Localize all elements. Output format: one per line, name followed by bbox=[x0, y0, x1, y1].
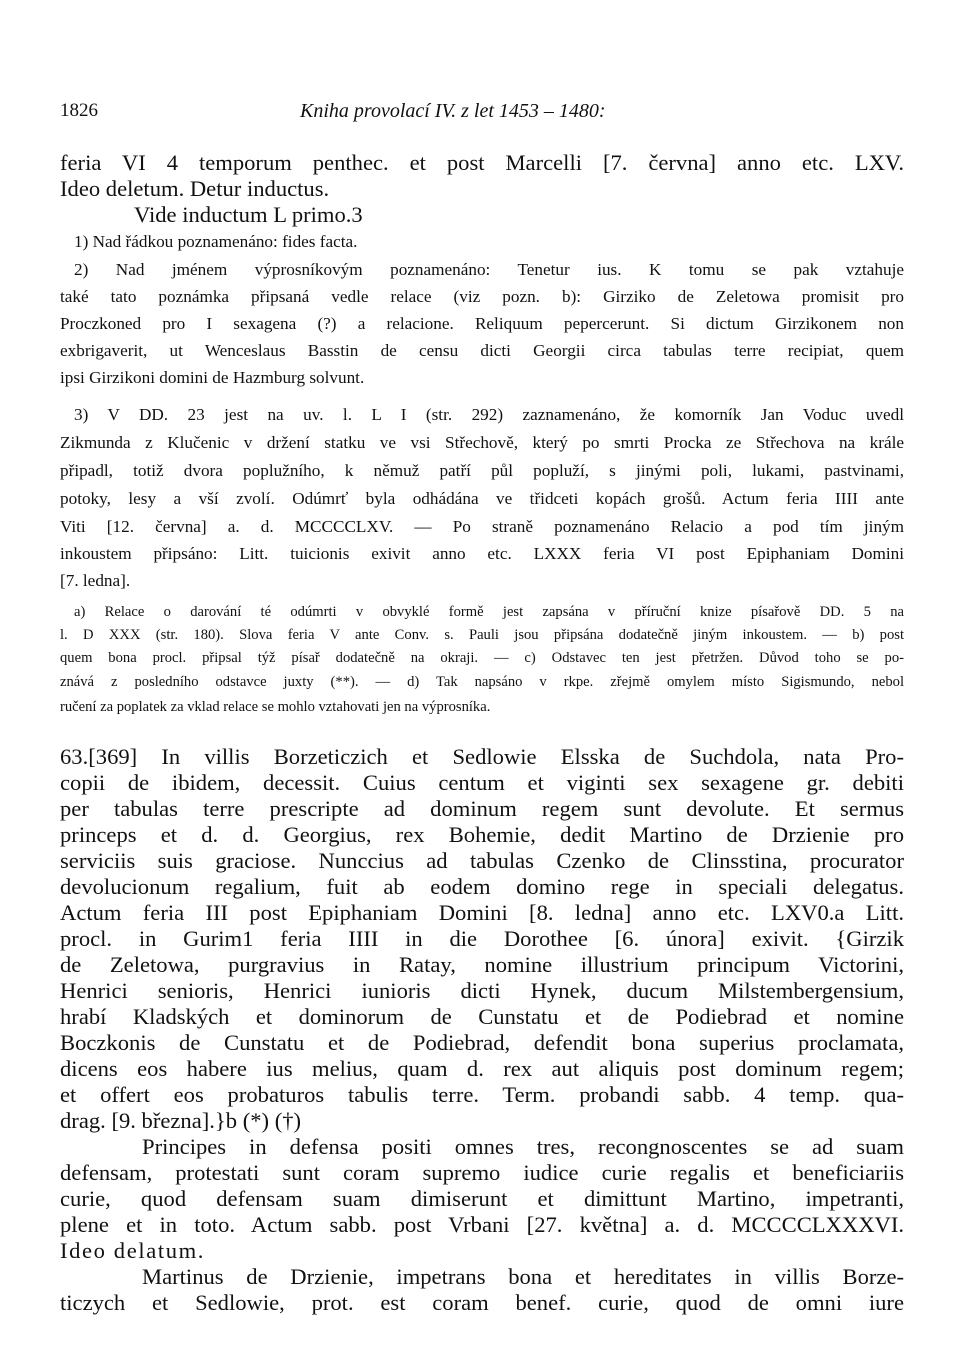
footnote-line: ipsi Girzikoni domini de Hazmburg solvunt. bbox=[60, 368, 365, 387]
entry-63-line: et offert eos probaturos tabulis terre. Term. probandi sabb. 4 temp. qua- bbox=[60, 1082, 904, 1107]
entry-63-line: Henrici senioris, Henrici iunioris dicti Hynek, ducum Milstembergensium, bbox=[60, 978, 904, 1003]
footnote-line: potoky, lesy a vší zvolí. Odúmrť byla odhádána ve třidceti kopách grošů. Actum feria IIII ante bbox=[60, 489, 904, 508]
entry-63-line: drag. [9. března].}b (*) (†) bbox=[60, 1108, 302, 1133]
footnote-line: 3) V DD. 23 jest na uv. l. L I (str. 292) zaznamenáno, že komorník Jan Voduc uvedl bbox=[74, 405, 904, 424]
entry-63-line: copii de ibidem, decessit. Cuius centum et viginti sex sexagene gr. debiti bbox=[60, 770, 904, 795]
footnote-line: a) Relace o darování té odúmrti v obvyklé formě jest zapsána v příruční knize písařově DD. 5 na bbox=[74, 604, 904, 620]
running-title: Kniha provolací IV. z let 1453 – 1480: bbox=[300, 100, 606, 122]
entry-63-line: Actum feria III post Epiphaniam Domini [8. ledna] anno etc. LXV0.a Litt. bbox=[60, 900, 904, 925]
text-line: feria VI 4 temporum penthec. et post Marcelli [7. června] anno etc. LXV. bbox=[60, 150, 904, 175]
entry-63-line: dicens eos habere ius melius, quam d. rex aut aliquis post dominum regem; bbox=[60, 1056, 904, 1081]
entry-63-line: princeps et d. d. Georgius, rex Bohemie, dedit Martino de Drzienie pro bbox=[60, 822, 904, 847]
text-line: Ideo deletum. Detur inductus. bbox=[60, 176, 330, 201]
footnote-line: ručení za poplatek za vklad relace se mohlo vztahovati jen na výprosníka. bbox=[60, 699, 491, 715]
entry-63-line: ticzych et Sedlowie, prot. est coram benef. curie, quod de omni iure bbox=[60, 1290, 904, 1315]
entry-63-line: procl. in Gurim1 feria IIII in die Dorothee [6. února] exivit. {Girzik bbox=[60, 926, 904, 951]
entry-63-line: defensam, protestati sunt coram supremo iudice curie regalis et beneficiariis bbox=[60, 1160, 904, 1185]
footnote-line: také tato poznámka připsaná vedle relace (viz pozn. b): Girziko de Zeletowa promisit pro bbox=[60, 287, 904, 306]
entry-63-line: Ideo delatum. bbox=[60, 1238, 206, 1263]
entry-63-line: serviciis suis graciose. Nunccius ad tabulas Czenko de Clinsstina, procurator bbox=[60, 848, 904, 873]
page-header bbox=[60, 100, 904, 128]
footnote-line: znává z posledního odstavce juxty (**). — d) Tak napsáno v rkpe. zřejmě omylem místo Sigismundo, nebol bbox=[60, 674, 904, 690]
footnote-line: inkoustem připsáno: Litt. tuicionis exivit anno etc. LXXX feria VI post Epiphaniam Domini bbox=[60, 544, 904, 563]
entry-63-line: curie, quod defensam suam dimiserunt et dimittunt Martino, impetranti, bbox=[60, 1186, 904, 1211]
entry-63-line: hrabí Kladských et dominorum de Cunstatu et de Podiebrad et nomine bbox=[60, 1004, 904, 1029]
footnote-line: quem bona procl. připsal týž písař dodatečně na okraji. — c) Odstavec ten jest přetržen. Důvod toho se po- bbox=[60, 650, 904, 666]
footnote-line: Viti [12. června] a. d. MCCCCLXV. — Po straně poznamenáno Relacio a pod tím jiným bbox=[60, 517, 904, 536]
entry-63-line: plene et in toto. Actum sabb. post Vrbani [27. května] a. d. MCCCCLXXXVI. bbox=[60, 1212, 904, 1237]
entry-63-line: Principes in defensa positi omnes tres, recongnoscentes se ad suam bbox=[142, 1134, 904, 1159]
entry-63-line: 63.[369] In villis Borzeticzich et Sedlowie Elsska de Suchdola, nata Pro- bbox=[60, 744, 904, 769]
entry-63-line: de Zeletowa, purgravius in Ratay, nomine illustrium principum Victorini, bbox=[60, 952, 904, 977]
footnote-line: exbrigaverit, ut Wenceslaus Basstin de censu dicti Georgii circa tabulas terre recipiat, quem bbox=[60, 341, 904, 360]
entry-63-line: devolucionum regalium, fuit ab eodem domino rege in speciali delegatus. bbox=[60, 874, 904, 899]
footnote-line: [7. ledna]. bbox=[60, 571, 131, 590]
footnote-line: Proczkoned pro I sexagena (?) a relacione. Reliquum pepercerunt. Si dictum Girzikonem non bbox=[60, 314, 904, 333]
page-number: 1826 bbox=[60, 100, 98, 121]
footnote-line: 1) Nad řádkou poznamenáno: fides facta. bbox=[74, 232, 358, 251]
entry-63-line: Martinus de Drzienie, impetrans bona et hereditates in villis Borze- bbox=[142, 1264, 904, 1289]
footnote-line: připadl, totiž dvora poplužního, k němuž patří půl popluží, s jinými poli, lukami, pastvinami, bbox=[60, 461, 904, 480]
footnote-line: 2) Nad jménem výprosníkovým poznamenáno: Tenetur ius. K tomu se pak vztahuje bbox=[74, 260, 904, 279]
entry-63-line: Boczkonis de Cunstatu et de Podiebrad, defendit bona superius proclamata, bbox=[60, 1030, 904, 1055]
entry-63-line: per tabulas terre prescripte ad dominum regem sunt devolute. Et sermus bbox=[60, 796, 904, 821]
text-line: Vide inductum L primo.3 bbox=[134, 202, 363, 227]
footnote-line: l. D XXX (str. 180). Slova feria V ante Conv. s. Pauli jsou připsána dodatečně jiným inkoustem. — b) post bbox=[60, 627, 904, 643]
footnote-line: Zikmunda z Klučenic v držení statku ve vsi Střechově, který po smrti Procka ze Střechova na krále bbox=[60, 433, 904, 452]
